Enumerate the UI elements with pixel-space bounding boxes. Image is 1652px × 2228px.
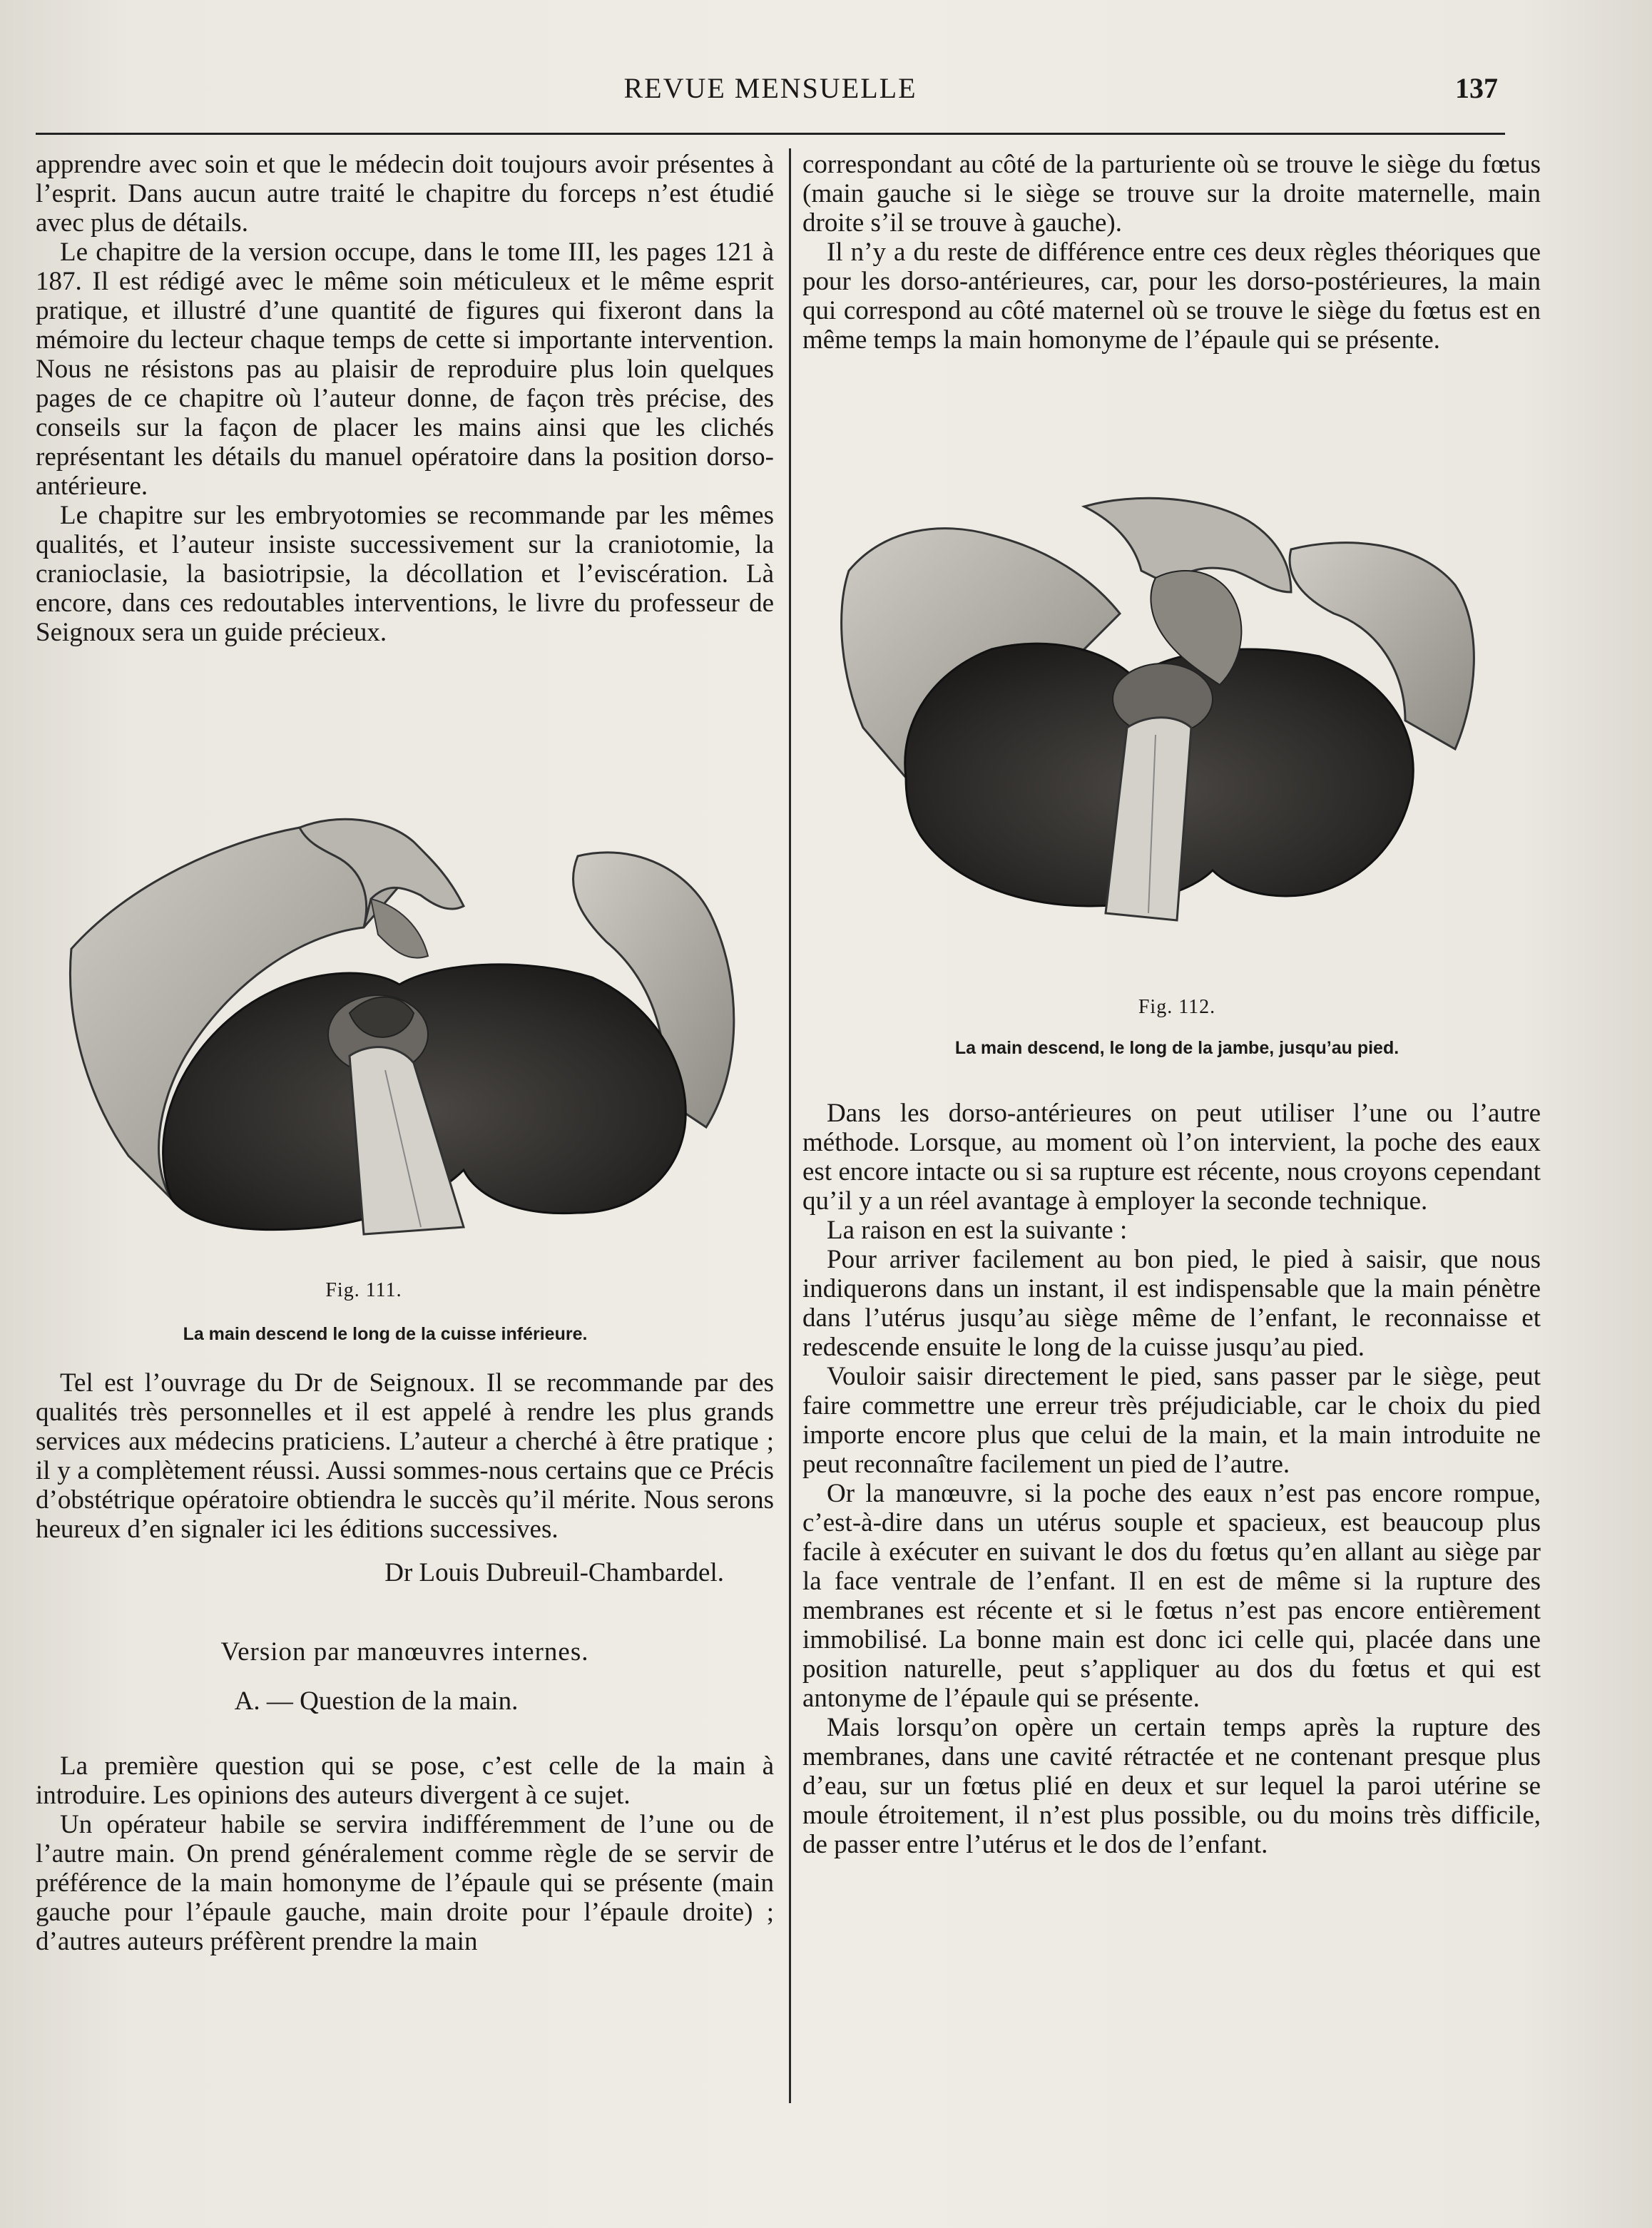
figure-112-caption: La main descend, le long de la jambe, jusqu’au pied. xyxy=(954,1038,1399,1058)
paragraph: Tel est l’ouvrage du Dr de Seignoux. Il se recommande par des qualités très personnelles et il est appelé à rendre les plus grands services aux médecins praticiens. L’auteur a cherché à être pratique ; il y a complètement réussi. Aussi sommes-nous certains que ce Précis d’obstétrique opératoire obtiendra le succès qu’il mérite. Nous serons heureux d’en signaler ici les éditions successives. xyxy=(36,1368,774,1544)
paragraph: correspondant au côté de la parturiente où se trouve le siège du fœtus (main gauche si le siège se trouve sur la droite maternelle, main droite s’il se trouve à gauche). xyxy=(802,150,1541,238)
right-column-top xyxy=(802,150,1541,355)
figure-112-label: Fig. 112. xyxy=(1138,996,1216,1018)
figure-111-label: Fig. 111. xyxy=(325,1279,402,1301)
paragraph: Dans les dorso-antérieures on peut utiliser l’une ou l’autre méthode. Lorsque, au moment où l’on intervient, la poche des eaux est encore intacte ou si sa rupture est récente, nous croyons cependant qu’il y a un réel avantage à employer la seconde technique. xyxy=(802,1099,1541,1216)
running-title: REVUE MENSUELLE xyxy=(623,72,917,104)
figure-111 xyxy=(64,799,749,1241)
right-column-bottom xyxy=(802,1099,1541,1859)
section-heading: Version par manœuvres internes. xyxy=(220,1637,589,1667)
figure-111-caption: La main descend le long de la cuisse inférieure. xyxy=(183,1324,588,1344)
header-rule xyxy=(36,133,1505,135)
page-number: 137 xyxy=(1455,72,1498,104)
paragraph: Le chapitre sur les embryotomies se recommande par les mêmes qualités, et l’auteur insiste successivement sur la craniotomie, la cranioclasie, la basiotripsie, la décollation et l’eviscération. Là encore, dans ces redoutables interventions, le livre du professeur de Seignoux sera un guide précieux. xyxy=(36,501,774,647)
paragraph: Le chapitre de la version occupe, dans le tome III, les pages 121 à 187. Il est rédigé avec le même soin méticuleux et le même esprit pratique, et illustré d’une quantité de figures qui fixeront dans la mémoire du lecteur chaque temps de cette si importante intervention. Nous ne résistons pas au plaisir de reproduire plus loin quelques pages de ce chapitre où l’auteur donne, de façon très précise, des conseils sur la façon de placer les mains ainsi que les clichés représentant les détails du manuel opératoire dans la position dorso-antérieure. xyxy=(36,238,774,501)
signature: Dr Louis Dubreuil-Chambardel. xyxy=(384,1558,724,1587)
sub-heading: A. — Question de la main. xyxy=(234,1687,519,1716)
column-divider xyxy=(789,148,791,2103)
figure-112 xyxy=(835,492,1491,956)
paragraph: Il n’y a du reste de différence entre ces deux règles théoriques que pour les dorso-antérieures, car, pour les dorso-postérieures, la main qui correspond au côté maternel où se trouve le siège du fœtus est en même temps la main homonyme de l’épaule qui se présente. xyxy=(802,238,1541,355)
paragraph: Mais lorsqu’on opère un certain temps après la rupture des membranes, dans une cavité rétractée et ne contenant presque plus d’eau, sur un fœtus plié en deux et sur lequel la paroi utérine se moule étroitement, il n’est plus possible, ou du moins très difficile, de passer entre l’utérus et le dos de l’enfant. xyxy=(802,1713,1541,1859)
paragraph: La première question qui se pose, c’est celle de la main à introduire. Les opinions des auteurs divergent à ce sujet. xyxy=(36,1751,774,1810)
left-column-bottom xyxy=(36,1368,774,1956)
paragraph: La raison en est la suivante : xyxy=(827,1216,1128,1245)
left-column-top xyxy=(36,150,774,647)
figure-111-illustration xyxy=(64,799,749,1241)
paragraph: apprendre avec soin et que le médecin doit toujours avoir présentes à l’esprit. Dans aucun autre traité le chapitre du forceps n’est étudié avec plus de détails. xyxy=(36,150,774,238)
paragraph: Pour arriver facilement au bon pied, le pied à saisir, que nous indiquerons dans un instant, il est indispensable que la main pénètre dans l’utérus jusqu’au siège même de l’enfant, le reconnaisse et redescende ensuite le long de la cuisse jusqu’au pied. xyxy=(802,1245,1541,1362)
figure-112-illustration xyxy=(835,492,1491,956)
paragraph: Un opérateur habile se servira indifféremment de l’une ou de l’autre main. On prend généralement comme règle de se servir de préférence de la main homonyme de l’épaule qui se présente (main gauche pour l’épaule gauche, main droite pour l’épaule droite) ; d’autres auteurs préfèrent prendre la main xyxy=(36,1810,774,1956)
paragraph: Or la manœuvre, si la poche des eaux n’est pas encore rompue, c’est-à-dire dans un utérus souple et spacieux, est beaucoup plus facile à exécuter en suivant le dos du fœtus qu’en allant au siège par la face ventrale de l’enfant. Il en est de même si la rupture des membranes est récente et si le fœtus n’est pas encore entièrement immobilisé. La bonne main est donc ici celle qui, placée dans une position naturelle, peut s’appliquer au dos du fœtus et qui est antonyme de l’épaule qui se présente. xyxy=(802,1479,1541,1713)
paragraph: Vouloir saisir directement le pied, sans passer par le siège, peut faire commettre une erreur très préjudiciable, car le choix du pied importe encore plus que celui de la main, et la main introduite ne peut reconnaître facilement un pied de l’autre. xyxy=(802,1362,1541,1479)
running-head xyxy=(43,71,1498,114)
